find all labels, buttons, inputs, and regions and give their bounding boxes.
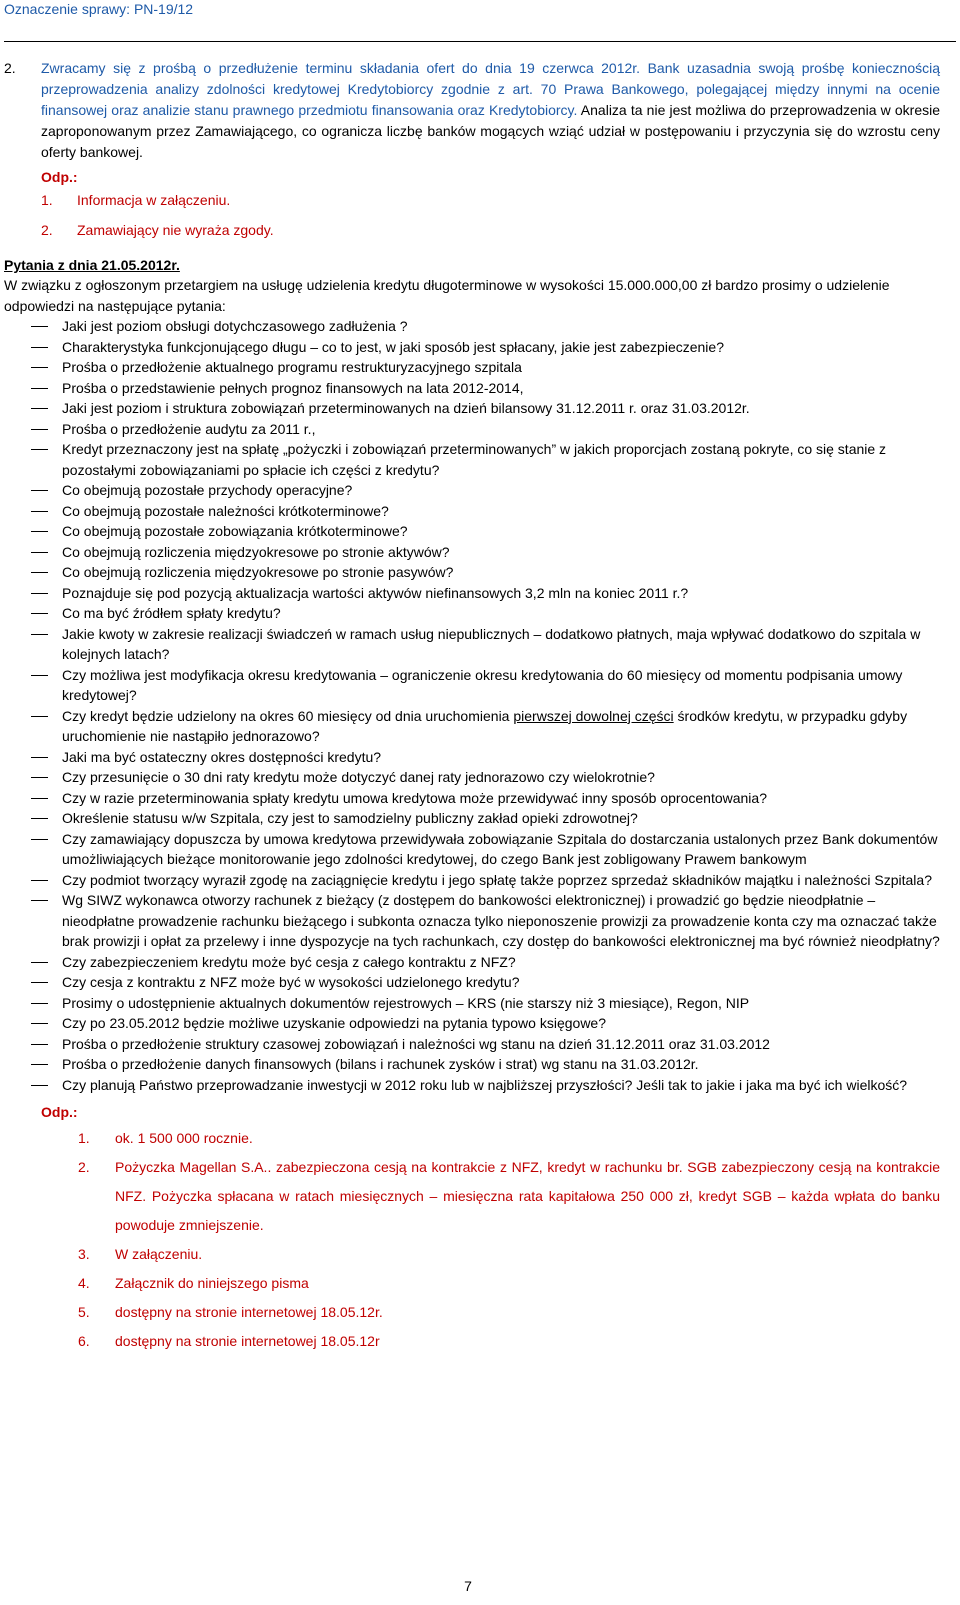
item-2-text-continued: Analiza ta nie jest możliwa do przeprowadzenia w okresie zaproponowanym przez Zamawiającego, co ogranicza liczbę banków mogących wziąć udział w postępowaniu i przyczynia się do wzrostu ceny oferty bankowej.	[41, 102, 941, 160]
answer-2-item-text: dostępny na stronie internetowej 18.05.12r.	[115, 1304, 383, 1320]
answer-2-item	[4, 1124, 940, 1153]
answer-2-item	[4, 1269, 940, 1298]
question-item: Czy w razie przeterminowania spłaty kredytu umowa kredytowa może przewidywać inny sposób oprocentowania?	[4, 788, 940, 809]
answer-1-label: Odp.:	[41, 169, 78, 185]
answer-2-item-text: dostępny na stronie internetowej 18.05.12r	[115, 1333, 380, 1349]
question-item: Prośba o przedłożenie audytu za 2011 r.,	[4, 419, 940, 440]
question-item: Wg SIWZ wykonawca otworzy rachunek z bieżący (z dostępem do bankowości elektronicznej) i prowadzić go będzie nieodpłatnie – nieodpłatne prowadzenie rachunku bieżącego i subkonta oznacza tylko nieponoszenie prowizji za prowadzenie konta czy ma oznaczać także brak prowizji i opłat za przelewy i inne dyspozycje na tych rachunkach, czy dostęp do bankowości elektronicznej ma być również nieodpłatny?	[4, 890, 940, 952]
question-item: Co obejmują pozostałe przychody operacyjne?	[4, 480, 940, 501]
question-item: Co obejmują rozliczenia międzyokresowe po stronie aktywów?	[4, 542, 940, 563]
question-item: Co obejmują pozostałe należności krótkoterminowe?	[4, 501, 940, 522]
question-item: Czy zabezpieczeniem kredytu może być cesja z całego kontraktu z NFZ?	[4, 952, 940, 973]
question-item: Jaki ma być ostateczny okres dostępności kredytu?	[4, 747, 940, 768]
questions-heading: Pytania z dnia 21.05.2012r.	[4, 257, 180, 273]
answer-2-item	[4, 1240, 940, 1269]
document-body	[4, 58, 940, 1356]
answer-2-item	[4, 1327, 940, 1356]
question-item: Czy cesja z kontraktu z NFZ może być w wysokości udzielonego kredytu?	[4, 972, 940, 993]
answer-2-item	[4, 1153, 940, 1240]
questions-intro: W związku z ogłoszonym przetargiem na usługę udzielenia kredytu długoterminowe w wysokości 15.000.000,00 zł bardzo prosimy o udzielenie odpowiedzi na następujące pytania:	[4, 277, 890, 314]
answer-1-item-number: 2.	[41, 222, 53, 238]
question-item: Określenie statusu w/w Szpitala, czy jest to samodzielny publiczny zakład opieki zdrowotnej?	[4, 808, 940, 829]
question-item: Czy planują Państwo przeprowadzanie inwestycji w 2012 roku lub w najbliższej przyszłości? Jeśli tak to jakie i jaka ma być ich wielkość?	[4, 1075, 940, 1096]
answer-1-item-text: Informacja w załączeniu.	[77, 192, 231, 208]
question-item: Co ma być źródłem spłaty kredytu?	[4, 603, 940, 624]
answer-2-item-number: 5.	[78, 1304, 90, 1320]
answer-1-list	[4, 185, 940, 245]
question-item: Czy po 23.05.2012 będzie możliwe uzyskanie odpowiedzi na pytania typowo księgowe?	[4, 1013, 940, 1034]
answer-1-item-text: Zamawiający nie wyraża zgody.	[77, 222, 274, 238]
question-item: Prośba o przedstawienie pełnych prognoz finansowych na lata 2012-2014,	[4, 378, 940, 399]
question-item: Kredyt przeznaczony jest na spłatę „pożyczki i zobowiązań przeterminowanych” w jakich proporcjach zostaną pokryte, co się stanie z pozostałymi zobowiązaniami po spłacie ich części z kredytu?	[4, 439, 940, 480]
answer-2-label: Odp.:	[41, 1104, 78, 1120]
questions-list	[4, 316, 940, 1095]
item-2-number: 2.	[4, 60, 16, 76]
question-item: Charakterystyka funkcjonującego długu – co to jest, w jaki sposób jest spłacany, jakie jest zabezpieczenie?	[4, 337, 940, 358]
page-number: 7	[464, 1578, 472, 1594]
question-item: Prośba o przedłożenie aktualnego programu restrukturyzacyjnego szpitala	[4, 357, 940, 378]
answer-2-item-text: ok. 1 500 000 rocznie.	[115, 1130, 253, 1146]
answer-2-list	[4, 1124, 940, 1356]
answer-2-item-number: 3.	[78, 1246, 90, 1262]
answer-2-item-number: 4.	[78, 1275, 90, 1291]
question-item-underlined: pierwszej dowolnej części	[513, 707, 674, 724]
question-item: Poznajduje się pod pozycją aktualizacja wartości aktywów niefinansowych 3,2 mln na koniec 2011 r.?	[4, 583, 940, 604]
answer-2-item-text: Załącznik do niniejszego pisma	[115, 1275, 309, 1291]
question-item: Prośba o przedłożenie struktury czasowej zobowiązań i należności wg stanu na dzień 31.12.2011 oraz 31.03.2012	[4, 1034, 940, 1055]
answer-2-item-text: Pożyczka Magellan S.A.. zabezpieczona cesją na kontrakcie z NFZ, kredyt w rachunku br. SGB zabezpieczony cesją na kontrakcie NFZ. Pożyczka spłacana w ratach miesięcznych – miesięczna rata kapitałowa 250 000 zł, kredyt SGB – każda wpłata do banku powoduje zmniejszenie.	[115, 1159, 940, 1233]
question-item: Czy podmiot tworzący wyraził zgodę na zaciągnięcie kredytu i jego spłatę także poprzez sprzedaż składników majątku i należności Szpitala?	[4, 870, 940, 891]
page-header	[4, 0, 956, 42]
question-item: Czy zamawiający dopuszcza by umowa kredytowa przewidywała zobowiązanie Szpitala do dostarczania ustalonych przez Bank dokumentów umożliwiających bieżące monitorowanie jego zdolności kredytowej, do czego Bank jest zobligowany Prawem bankowym	[4, 829, 940, 870]
question-item: Co obejmują rozliczenia międzyokresowe po stronie pasywów?	[4, 562, 940, 583]
answer-2-item-number: 2.	[78, 1159, 90, 1175]
question-item: Jaki jest poziom i struktura zobowiązań przeterminowanych na dzień bilansowy 31.12.2011 r. oraz 31.03.2012r.	[4, 398, 940, 419]
question-item: Czy przesunięcie o 30 dni raty kredytu może dotyczyć danej raty jednorazowo czy wielokrotnie?	[4, 767, 940, 788]
question-item-text: Czy kredyt będzie udzielony na okres 60 miesięcy od dnia uruchomienia	[62, 707, 514, 724]
answer-1-item	[4, 215, 940, 245]
question-item: Prośba o przedłożenie danych finansowych (bilans i rachunek zysków i strat) wg stanu na 31.03.2012r.	[4, 1054, 940, 1075]
answer-1-item	[4, 185, 940, 215]
question-item-tail: środków kredytu, w przypadku gdyby uruchomienie nie nastąpiło jednorazowo?	[62, 707, 908, 744]
question-item: Prosimy o udostępnienie aktualnych dokumentów rejestrowych – KRS (nie starszy niż 3 miesiące), Regon, NIP	[4, 993, 940, 1014]
answer-2-item-number: 6.	[78, 1333, 90, 1349]
question-item: Jaki jest poziom obsługi dotychczasowego zadłużenia ?	[4, 316, 940, 337]
question-item: Co obejmują pozostałe zobowiązania krótkoterminowe?	[4, 521, 940, 542]
item-2-paragraph	[4, 58, 940, 163]
answer-1-item-number: 1.	[41, 192, 53, 208]
question-item: Czy możliwa jest modyfikacja okresu kredytowania – ograniczenie okresu kredytowania do 60 miesięcy od momentu podpisania umowy kredytowej?	[4, 665, 940, 706]
answer-2-item	[4, 1298, 940, 1327]
question-item: Jakie kwoty w zakresie realizacji świadczeń w ramach usług niepublicznych – dodatkowo płatnych, maja wpływać dodatkowo do szpitala w kolejnych latach?	[4, 624, 940, 665]
question-item	[4, 706, 940, 747]
answer-2-item-text: W załączeniu.	[115, 1246, 203, 1262]
item-2-text: Zwracamy się z prośbą o przedłużenie terminu składania ofert do dnia 19 czerwca 2012r. Bank uzasadnia swoją prośbę koniecznością przeprowadzenia analizy zdolności kredytowej Kredytobiorcy zgodnie z art. 70 Prawa Bankowego, polegającej między innymi na ocenie finansowej oraz analizie stanu prawnego przedmiotu finansowania oraz Kredytobiorcy.	[41, 60, 940, 118]
case-reference: Oznaczenie sprawy: PN-19/12	[4, 1, 194, 17]
answer-2-item-number: 1.	[78, 1130, 90, 1146]
